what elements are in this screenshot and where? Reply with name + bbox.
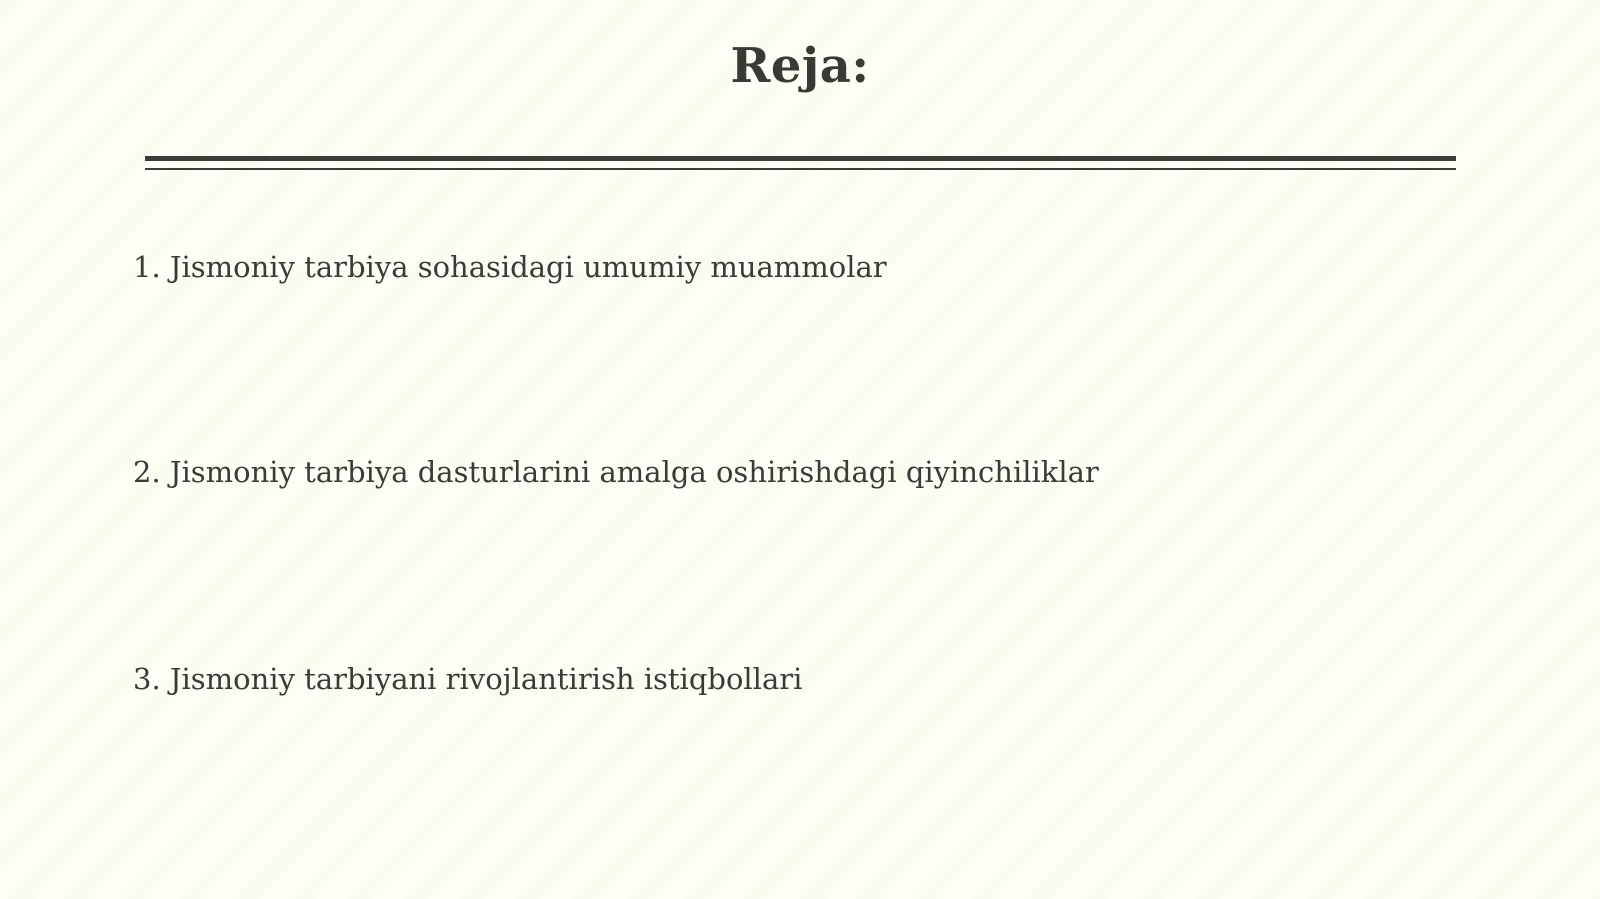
slide-title: Reja:: [730, 38, 870, 94]
plan-item-2: 2. Jismoniy tarbiya dasturlarini amalga oshirishdagi qiyinchiliklar: [133, 455, 1099, 489]
plan-item-3: 3. Jismoniy tarbiyani rivojlantirish istiqbollari: [133, 662, 803, 696]
plan-item-1: 1. Jismoniy tarbiya sohasidagi umumiy muammolar: [133, 250, 887, 284]
title-divider-thick: [145, 156, 1456, 161]
title-divider-thin: [145, 168, 1456, 170]
